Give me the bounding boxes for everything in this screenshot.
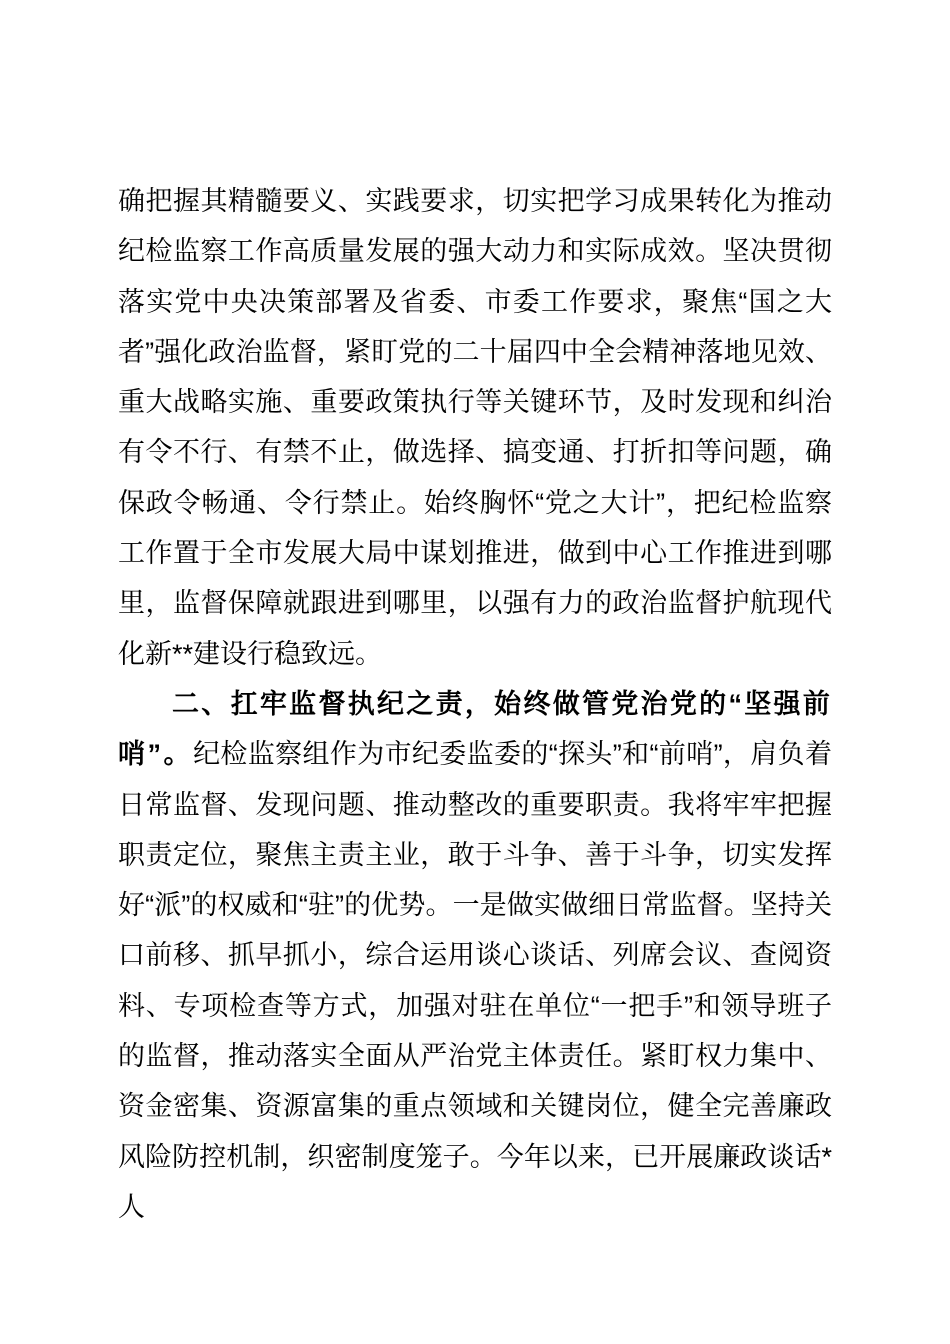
paragraph-continuation-text: 确把握其精髓要义、实践要求，切实把学习成果转化为推动纪检监察工作高质量发展的强大动力和实际成效。坚决贯彻落实党中央决策部署及省委、市委工作要求，聚焦“国之大者”强化政治监督，紧盯党的二十届四中全会精神落地见效、重大战略实施、重要政策执行等关键环节，及时发现和纠治有令不行、有禁不止，做选择、搞变通、打折扣等问题，确保政令畅通、令行禁止。始终胸怀“党之大计”，把纪检监察工作置于全市发展大局中谋划推进，做到中心工作推进到哪里，监督保障就跟进到哪里，以强有力的政治监督护航现代化新**建设行稳致远。 bbox=[118, 186, 832, 669]
document-body bbox=[118, 176, 832, 1232]
paragraph-continuation bbox=[118, 176, 832, 679]
paragraph-section-2 bbox=[118, 679, 832, 1232]
section-2-body-text: 纪检监察组作为市纪委监委的“探头”和“前哨”，肩负着日常监督、发现问题、推动整改的重要职责。我将牢牢把握职责定位，聚焦主责主业，敢于斗争、善于斗争，切实发挥好“派”的权威和“驻”的优势。一是做实做细日常监督。坚持关口前移、抓早抓小，综合运用谈心谈话、列席会议、查阅资料、专项检查等方式，加强对驻在单位“一把手”和领导班子的监督，推动落实全面从严治党主体责任。紧盯权力集中、资金密集、资源富集的重点领域和关键岗位，健全完善廉政风险防控机制，织密制度笼子。今年以来，已开展廉政谈话*人 bbox=[118, 739, 832, 1222]
section-2-heading: 二、扛牢监督执纪之责，始终做管党治党的“坚强前哨”。 bbox=[118, 688, 832, 770]
